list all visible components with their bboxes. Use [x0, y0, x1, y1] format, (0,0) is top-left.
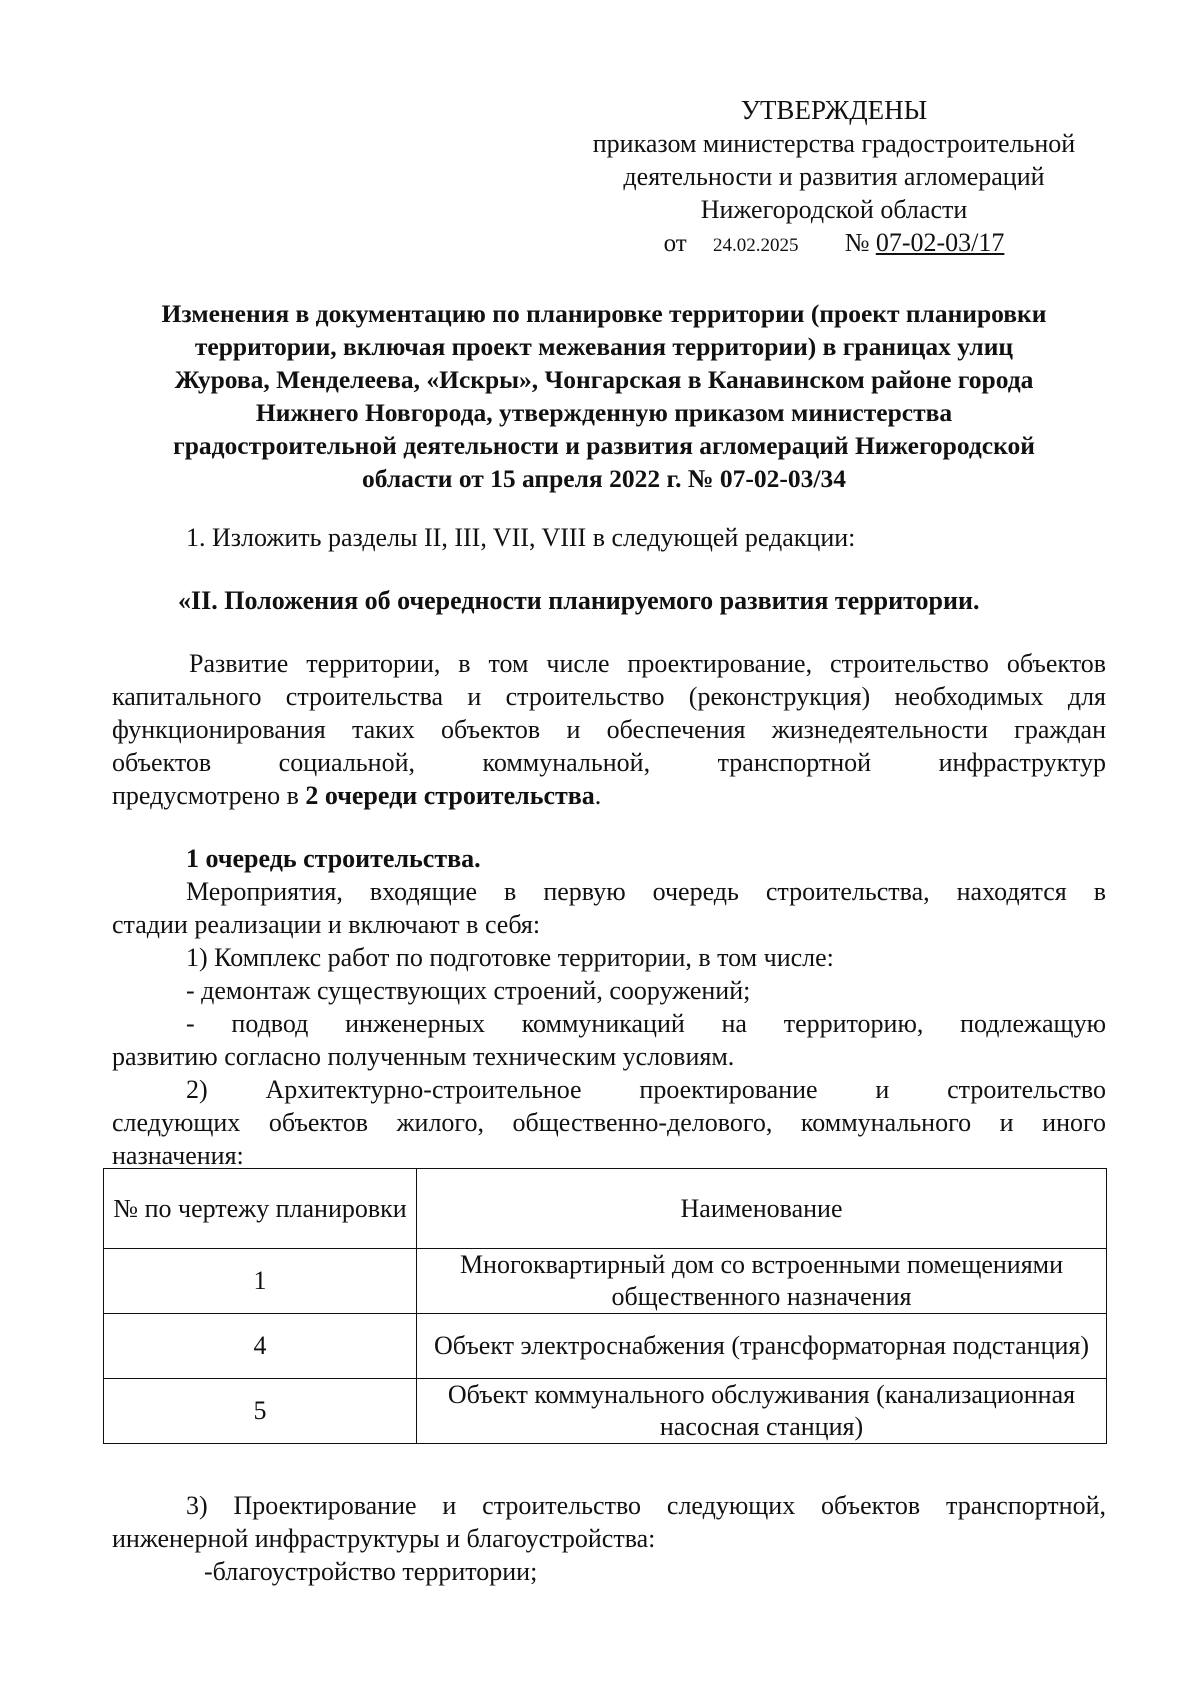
text-line: [112, 779, 1106, 812]
text-line: функционирования таких объектов и обеспечения жизнедеятельности граждан: [112, 715, 1106, 744]
column-header-number: № по чертежу планировки: [104, 1169, 417, 1249]
title-line: территории, включая проект межевания территории) в границах улиц: [194, 332, 1014, 361]
table-row: [104, 1249, 1107, 1314]
approval-stamp: [556, 94, 1112, 262]
approval-line: Нижегородской области: [700, 195, 968, 224]
text-line: инженерной инфраструктуры и благоустройства:: [112, 1524, 656, 1553]
row-number: 5: [104, 1379, 417, 1444]
row-number: 1: [104, 1249, 417, 1314]
text-line: - подвод инженерных коммуникаций на территорию, подлежащую: [186, 1009, 1106, 1038]
table-row: [104, 1379, 1107, 1444]
title-line: Изменения в документацию по планировке территории (проект планировки: [161, 299, 1047, 328]
table-header-row: [104, 1169, 1107, 1249]
row-name: Объект коммунального обслуживания (канализационная насосная станция): [417, 1379, 1107, 1444]
row-name: Объект электроснабжения (трансформаторная подстанция): [417, 1314, 1107, 1379]
approval-title: УТВЕРЖДЕНЫ: [740, 95, 928, 125]
text-line: Мероприятия, входящие в первую очередь строительства, находятся в: [186, 877, 1106, 906]
text-line: стадии реализации и включают в себя:: [112, 910, 541, 939]
title-line: Журова, Менделеева, «Искры», Чонгарская в Канавинском районе города: [174, 365, 1034, 394]
row-name: Многоквартирный дом со встроенными помещениями общественного назначения: [417, 1249, 1107, 1314]
text-line: следующих объектов жилого, общественно-делового, коммунального и иного: [112, 1108, 1106, 1137]
text-line: назначения:: [112, 1141, 244, 1170]
column-header-name: Наименование: [417, 1169, 1107, 1249]
paragraph-1: 1. Изложить разделы II, III, VII, VIII в следующей редакции:: [186, 523, 856, 552]
bold-fragment: 2 очереди строительства: [305, 781, 595, 810]
table-row: [104, 1314, 1107, 1379]
order-number: 07-02-03/17: [875, 228, 1005, 257]
queue-1-heading: 1 очередь строительства.: [186, 844, 481, 873]
text-fragment: предусмотрено в: [112, 781, 306, 810]
development-paragraph: [112, 647, 1106, 812]
item-3-paragraph: [112, 1489, 1106, 1588]
order-number-label: №: [844, 228, 870, 257]
queue-1-paragraph: [112, 875, 1106, 1172]
text-line: 1) Комплекс работ по подготовке территории, в том числе:: [186, 943, 834, 972]
section-2-heading: «II. Положения об очередности планируемого развития территории.: [178, 586, 980, 615]
order-date: 24.02.2025: [713, 235, 799, 256]
text-fragment: .: [594, 781, 602, 810]
document-title: [104, 297, 1104, 495]
approval-line: деятельности и развития агломераций: [623, 162, 1045, 191]
order-from-label: от: [663, 230, 687, 257]
text-line: 3) Проектирование и строительство следующих объектов транспортной,: [186, 1491, 1106, 1520]
text-line: развитию согласно полученным техническим условиям.: [112, 1042, 735, 1071]
text-line: объектов социальной, коммунальной, транспортной инфраструктур: [112, 748, 1106, 777]
title-line: Нижнего Новгорода, утвержденную приказом министерства: [255, 398, 953, 427]
title-line: градостроительной деятельности и развития агломераций Нижегородской: [173, 431, 1035, 460]
approval-line: приказом министерства градостроительной: [592, 129, 1076, 158]
text-line: 2) Архитектурно-строительное проектирование и строительство: [186, 1075, 1106, 1104]
order-reference: [556, 226, 1112, 262]
text-line: - демонтаж существующих строений, сооружений;: [186, 976, 751, 1005]
text-line: Развитие территории, в том числе проектирование, строительство объектов: [189, 649, 1106, 678]
title-line: области от 15 апреля 2022 г. № 07-02-03/34: [361, 464, 846, 493]
text-line: капитального строительства и строительство (реконструкция) необходимых для: [112, 682, 1106, 711]
objects-table: [103, 1168, 1107, 1444]
text-line: -благоустройство территории;: [204, 1557, 538, 1586]
row-number: 4: [104, 1314, 417, 1379]
